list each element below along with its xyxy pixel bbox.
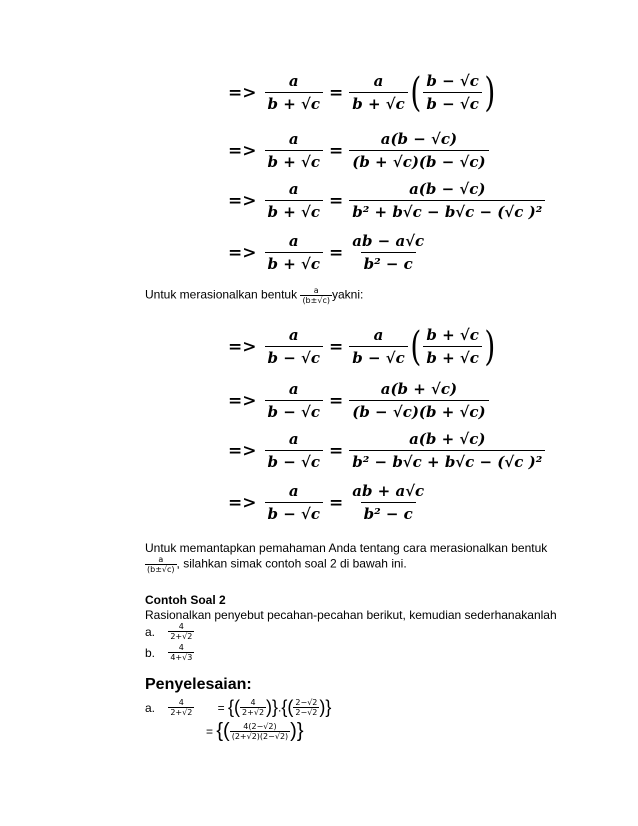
intro-text-end: yakni: [331,287,364,302]
denominator: (b − √c)(b + √c) [349,400,488,421]
numerator: a [373,326,384,344]
denominator: b + √c [265,92,324,113]
lhs-fraction [265,180,324,221]
implies-arrow: => [228,82,257,103]
equation-row [228,130,489,171]
multiply-dot: . [278,700,282,715]
solution-title: Penyelesaian: [145,676,252,693]
denominator: (b±√c) [302,296,330,305]
brace-open: {( [216,720,230,742]
rhs-fraction [349,380,488,421]
numerator: a(b − √c) [409,180,486,198]
denominator: b − √c [423,92,482,113]
intro-text: Untuk merasionalkan bentuk [145,287,298,302]
numerator: a [288,430,299,448]
item-fraction [168,643,194,662]
equation-row [228,180,545,221]
equation-row [228,323,497,370]
denominator: b + √c [265,200,324,221]
solution-step-1 [145,697,331,718]
rhs-fraction [349,326,408,367]
numerator: a [288,180,299,198]
lhs-fraction [265,380,324,421]
equals-sign: = [329,390,344,411]
rhs-fraction [349,130,488,171]
implies-arrow: => [228,492,257,513]
numerator: 4 [178,622,184,631]
numerator: a [288,72,299,90]
solution-lhs-fraction [168,698,194,717]
brace-close: )} [266,697,279,717]
rhs-fraction [349,482,427,523]
equation-row [228,430,545,471]
numerator: 4 [178,643,184,652]
inline-fraction [300,286,332,305]
implies-arrow: => [228,440,257,461]
lhs-fraction [265,482,324,523]
implies-arrow: => [228,140,257,161]
equals-sign: = [329,140,344,161]
denominator: 2−√2 [295,708,318,717]
denominator: b − √c [265,346,324,367]
numerator: b + √c [426,326,479,344]
numerator: a [158,555,164,564]
item-fraction [168,622,194,641]
equals-sign: = [329,82,344,103]
denominator: b − √c [265,450,324,471]
denominator: b² − b√c + b√c − (√c )² [349,450,545,471]
equals-sign: = [329,190,344,211]
numerator: a [288,482,299,500]
item-label: a. [145,624,156,639]
rhs-fraction [349,72,408,113]
implies-arrow: => [228,336,257,357]
denominator: 4+√3 [170,653,193,662]
inline-fraction [145,555,177,574]
numerator: b − √c [426,72,479,90]
step1-fraction-2 [293,698,319,717]
right-paren: ) [484,69,496,116]
item-label: b. [145,645,156,660]
numerator: ab + a√c [352,482,425,500]
numerator: 4 [250,698,256,707]
numerator: a [288,380,299,398]
denominator: b + √c [265,150,324,171]
lhs-fraction [265,72,324,113]
brace-close: )} [319,697,332,717]
numerator: ab − a√c [352,232,425,250]
solution-label: a. [145,700,156,715]
equation-row [228,380,489,421]
brace-open: {( [281,697,294,717]
paragraph-line-1: Untuk memantapkan pemahaman Anda tentang cara merasionalkan bentuk [145,541,548,555]
lhs-fraction [265,232,324,273]
numerator: a [288,232,299,250]
numerator: 4(2−√2) [243,722,277,731]
lhs-fraction [265,430,324,471]
right-paren: ) [484,323,496,370]
equals-sign: = [329,492,344,513]
equals-sign: = [329,440,344,461]
intro-line [145,286,363,305]
lhs-fraction [265,326,324,367]
equation-row [228,232,427,273]
numerator: 2−√2 [295,698,318,707]
paragraph-text: , silahkan simak contoh soal 2 di bawah ini. [176,556,407,571]
denominator: b − √c [265,400,324,421]
numerator: 4 [178,698,184,707]
denominator: b − √c [265,502,324,523]
equals-sign: = [206,724,214,739]
denominator: b² + b√c − b√c − (√c )² [349,200,545,221]
numerator: a [313,286,319,295]
denominator: b + √c [349,92,408,113]
denominator: (b±√c) [147,565,175,574]
example-title: Contoh Soal 2 [145,593,226,607]
denominator: 2+√2 [170,632,193,641]
equals-sign: = [329,242,344,263]
denominator: b − √c [349,346,408,367]
denominator: b² − c [361,502,416,523]
multiplier-fraction [423,326,482,367]
denominator: 2+√2 [170,708,193,717]
brace-open: {( [228,697,241,717]
solution-step-2 [206,720,304,743]
left-paren: ( [410,323,422,370]
step1-fraction-1 [240,698,266,717]
step2-fraction [230,722,290,741]
paragraph-line-2 [145,555,407,574]
numerator: a [373,72,384,90]
denominator: b + √c [265,252,324,273]
denominator: b + √c [423,346,482,367]
denominator: 2+√2 [242,708,265,717]
numerator: a(b + √c) [380,380,458,398]
equals-sign: = [217,700,225,715]
implies-arrow: => [228,242,257,263]
implies-arrow: => [228,390,257,411]
rhs-fraction [349,180,545,221]
denominator: (2+√2)(2−√2) [231,732,289,741]
equation-row [228,482,427,523]
example-instruction: Rasionalkan penyebut pecahan-pecahan berikut, kemudian sederhanakanlah [145,608,557,622]
equals-sign: = [329,336,344,357]
denominator: b² − c [361,252,416,273]
rhs-fraction [349,430,545,471]
rhs-fraction [349,232,427,273]
example-item-b [145,643,194,662]
lhs-fraction [265,130,324,171]
numerator: a [288,130,299,148]
denominator: (b + √c)(b − √c) [349,150,488,171]
numerator: a(b − √c) [380,130,458,148]
implies-arrow: => [228,190,257,211]
left-paren: ( [410,69,422,116]
numerator: a(b + √c) [409,430,486,448]
brace-close: )} [290,720,304,742]
example-item-a [145,622,194,641]
multiplier-fraction [423,72,482,113]
equation-row [228,69,497,116]
numerator: a [288,326,299,344]
